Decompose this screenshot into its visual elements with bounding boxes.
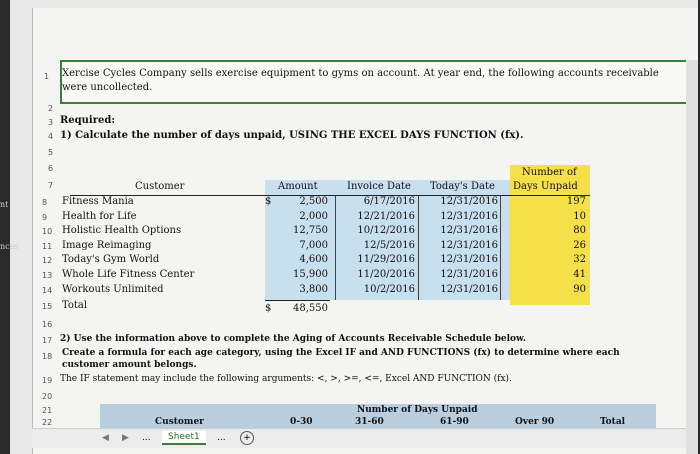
next-sheet-icon[interactable]: ▶: [122, 433, 129, 443]
hdr-amount: Amount: [278, 181, 318, 192]
amount-cell: 2,500: [299, 196, 328, 207]
row-num: 14: [42, 285, 53, 295]
invoice-cell: 6/17/2016: [363, 196, 415, 207]
prev-sheet-icon[interactable]: ◀: [102, 433, 109, 443]
amount-cell: 2,000: [299, 210, 328, 222]
row-num: 13: [42, 271, 53, 280]
hdr-customer: Customer: [135, 181, 185, 192]
task-2-detail-2: customer amount belongs.: [62, 360, 197, 370]
row-num: 11: [42, 241, 53, 251]
days-cell: 26: [573, 239, 586, 251]
total-line: [265, 300, 330, 301]
today-cell: 12/31/2016: [440, 254, 498, 266]
invoice-cell: 10/12/2016: [357, 225, 415, 237]
customer-cell: Fitness Mania: [62, 196, 134, 207]
days-cell: 197: [566, 196, 586, 207]
tab-more[interactable]: ...: [217, 433, 226, 443]
intro-text-2: were uncollected.: [62, 82, 153, 93]
customer-cell: Health for Life: [62, 210, 137, 222]
today-cell: 12/31/2016: [440, 283, 498, 295]
hdr-invoice: Invoice Date: [347, 181, 411, 192]
tab-overflow[interactable]: ...: [142, 433, 151, 443]
if-args: The IF statement may include the following arguments: <, >, >=, <=, Excel AND FUNCTION (fx).: [60, 374, 512, 384]
days-cell: 41: [573, 269, 586, 280]
task-2: 2) Use the information above to complete the Aging of Accounts Receivable Schedule below.: [60, 334, 527, 344]
row-num: 12: [42, 256, 53, 266]
total-dollar: $: [265, 303, 272, 314]
aging-title: Number of Days Unpaid: [357, 405, 478, 415]
aging-col-2: 31-60: [355, 417, 384, 427]
days-cell: 32: [573, 254, 586, 266]
row-num: 10: [42, 227, 53, 237]
total-label: Total: [62, 300, 88, 311]
row-num: 21: [42, 406, 53, 415]
add-sheet-icon[interactable]: +: [240, 431, 254, 445]
row-num: 2: [48, 104, 54, 113]
row-num: 1: [44, 72, 50, 81]
grid-line: [500, 196, 501, 300]
row-num: 19: [42, 376, 53, 385]
aging-col-1: 0-30: [290, 417, 313, 427]
row-num: 15: [42, 302, 53, 311]
total-amount: 48,550: [293, 303, 328, 314]
task-2-detail: Create a formula for each age category, using the Excel IF and AND FUNCTIONS (fx) to determine where each: [62, 348, 620, 358]
amount-cell: 7,000: [299, 239, 328, 251]
today-cell: 12/31/2016: [440, 225, 498, 237]
row-num: 16: [42, 320, 53, 329]
invoice-cell: 11/29/2016: [357, 254, 415, 266]
required-heading: Required:: [60, 115, 116, 126]
vertical-scrollbar[interactable]: [686, 60, 698, 454]
task-1: 1) Calculate the number of days unpaid, USING THE EXCEL DAYS FUNCTION (fx).: [60, 130, 524, 141]
row-num: 18: [42, 352, 53, 361]
row-num: 6: [48, 164, 54, 173]
row-num: 4: [48, 132, 54, 141]
today-cell: 12/31/2016: [440, 269, 498, 280]
grid-line: [418, 196, 419, 300]
row-num: 17: [42, 336, 53, 345]
customer-cell: Workouts Unlimited: [62, 283, 164, 295]
aging-customer: Customer: [155, 417, 204, 427]
customer-cell: Holistic Health Options: [62, 225, 182, 237]
amount-cell: 4,600: [299, 254, 328, 266]
invoice-cell: 11/20/2016: [357, 269, 415, 280]
aging-col-3: 61-90: [440, 417, 469, 427]
customer-cell: Image Reimaging: [62, 239, 152, 251]
days-cell: 80: [573, 225, 586, 237]
amount-cell: 12,750: [293, 225, 328, 237]
today-cell: 12/31/2016: [440, 210, 498, 222]
row-num: 5: [48, 148, 54, 157]
sheet-tab-bar: [32, 428, 692, 448]
dollar-cell: $: [265, 196, 272, 207]
aging-total: Total: [600, 417, 626, 427]
row-num: 3: [48, 118, 54, 127]
today-cell: 12/31/2016: [440, 196, 498, 207]
invoice-cell: 12/5/2016: [363, 239, 415, 251]
hdr-days-1: Number of: [522, 167, 577, 178]
tab-sheet1[interactable]: Sheet1: [162, 431, 206, 445]
days-cell: 90: [573, 283, 586, 295]
today-cell: 12/31/2016: [440, 239, 498, 251]
excel-window: [10, 0, 698, 454]
invoice-cell: 10/2/2016: [363, 283, 415, 295]
invoice-cell: 12/21/2016: [357, 210, 415, 222]
row-num: 8: [42, 198, 48, 207]
customer-cell: Whole Life Fitness Center: [62, 269, 195, 280]
selected-cell[interactable]: [60, 60, 692, 104]
row-num: 7: [48, 181, 54, 190]
grid-line: [335, 196, 336, 300]
row-num: 20: [42, 392, 53, 401]
hdr-days-2: Days Unpaid: [513, 181, 578, 192]
side-text-1: nt: [0, 200, 9, 209]
side-text-2: nces: [0, 242, 19, 251]
aging-col-4: Over 90: [515, 417, 555, 427]
amount-cell: 15,900: [293, 269, 328, 280]
intro-text: Xercise Cycles Company sells exercise equipment to gyms on account. At year end, the following accounts receivable: [62, 68, 659, 79]
row-num: 22: [42, 418, 53, 427]
customer-cell: Today's Gym World: [62, 254, 160, 266]
days-cell: 10: [573, 210, 586, 222]
amount-cell: 3,800: [299, 283, 328, 295]
hdr-today: Today's Date: [430, 181, 495, 192]
row-num: 9: [42, 212, 48, 222]
